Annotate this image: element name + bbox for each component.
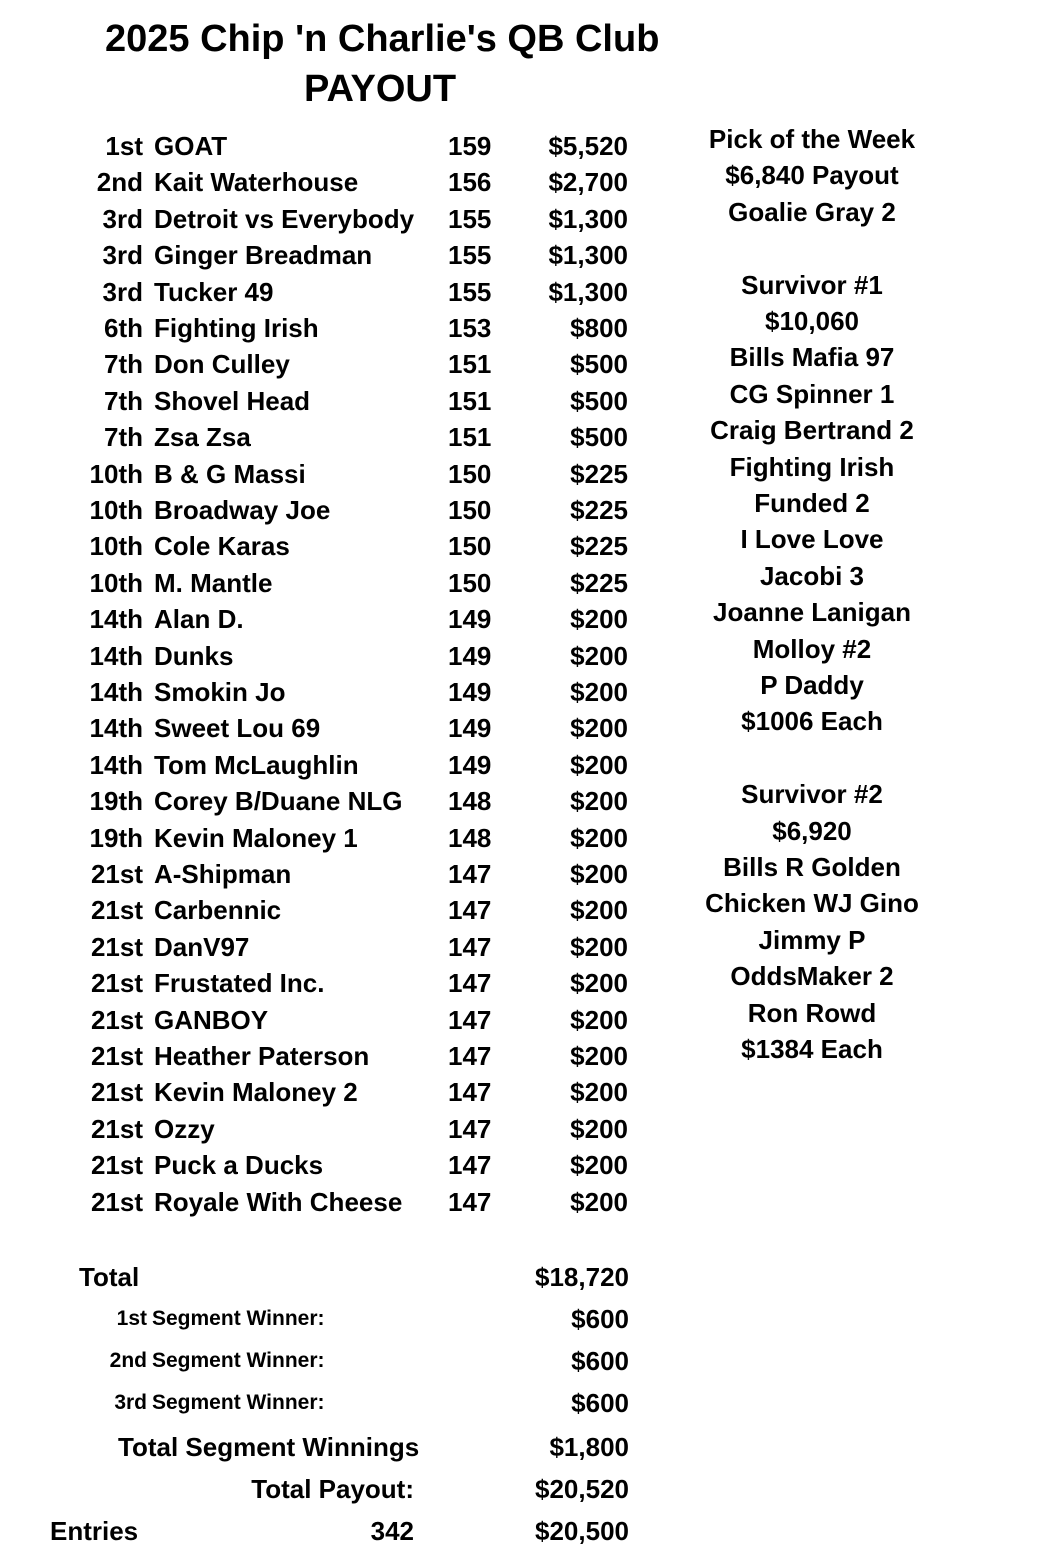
- score-cell: 151: [448, 349, 492, 380]
- side-pool-line: Survivor #1: [741, 269, 883, 300]
- side-pool-line: Funded 2: [754, 488, 870, 518]
- rank-cell: 1st: [105, 131, 143, 161]
- payout-cell: $225: [570, 567, 628, 598]
- team-name-cell: Zsa Zsa: [154, 422, 251, 453]
- side-pool-line: Ron Rowd: [747, 997, 877, 1028]
- side-pool-line: OddsMaker 2: [730, 961, 894, 992]
- side-pool-line: Goalie Gray 2: [728, 196, 896, 227]
- team-name-cell: Tom McLaughlin: [154, 749, 359, 780]
- score-cell: 153: [448, 313, 492, 343]
- score-cell: 155: [448, 203, 492, 234]
- side-pool-line: CG Spinner 1: [729, 378, 895, 409]
- payout-cell: $200: [570, 895, 628, 926]
- score-cell: 147: [448, 1186, 492, 1217]
- score-cell: 149: [448, 713, 492, 744]
- score-cell: 150: [448, 458, 492, 489]
- score-cell: 147: [448, 931, 492, 962]
- score-cell: 150: [448, 567, 492, 598]
- payout-cell: $200: [570, 713, 628, 744]
- entries-label: Entries: [50, 1516, 139, 1546]
- team-name-cell: Don Culley: [154, 349, 290, 380]
- score-cell: 149: [448, 677, 492, 707]
- standings-row: [0, 309, 700, 345]
- standings-row: [0, 782, 700, 818]
- payout-cell: $200: [570, 1113, 628, 1144]
- standings-row: [0, 1037, 700, 1073]
- segment-3-value: $600: [571, 1388, 629, 1418]
- segment-total-label: Total Segment Winnings: [118, 1432, 420, 1462]
- rank-cell: 21st: [90, 895, 143, 926]
- payout-cell: $225: [570, 458, 628, 489]
- side-pool-line: P Daddy: [760, 670, 864, 700]
- entries-count: 342: [370, 1516, 414, 1546]
- score-cell: 148: [448, 822, 492, 853]
- side-pool-line: $6,840 Payout: [725, 160, 899, 191]
- payout-cell: $500: [570, 422, 628, 453]
- segment-total-value: $1,800: [549, 1432, 629, 1462]
- rank-cell: 21st: [90, 1186, 143, 1217]
- standings-row: [0, 491, 700, 527]
- rank-cell: 7th: [104, 422, 143, 453]
- rank-cell: 14th: [89, 604, 143, 635]
- score-cell: 147: [448, 895, 492, 926]
- standings-row: [0, 345, 700, 381]
- score-cell: 156: [448, 167, 492, 198]
- rank-cell: 19th: [89, 786, 143, 817]
- side-pool-line: $10,060: [765, 306, 859, 336]
- rank-cell: 14th: [89, 640, 143, 671]
- rank-cell: 19th: [89, 822, 143, 853]
- rank-cell: 3rd: [102, 203, 143, 234]
- team-name-cell: GOAT: [154, 131, 228, 161]
- rank-cell: 21st: [90, 1077, 143, 1108]
- payout-cell: $1,300: [548, 240, 628, 271]
- payout-cell: $200: [570, 749, 628, 780]
- side-pool-line: Chicken WJ Gino: [705, 888, 919, 919]
- team-name-cell: Broadway Joe: [154, 495, 331, 525]
- team-name-cell: GANBOY: [154, 1004, 269, 1035]
- side-pool-line: Bills R Golden: [723, 852, 901, 882]
- team-name-cell: Alan D.: [154, 604, 244, 635]
- team-name-cell: Royale With Cheese: [154, 1186, 403, 1217]
- side-pool-line: Molloy #2: [752, 633, 872, 664]
- segment-3-rank: 3rd: [114, 1391, 147, 1414]
- team-name-cell: M. Mantle: [154, 567, 273, 598]
- team-name-cell: Smokin Jo: [154, 677, 286, 707]
- payout-cell: $800: [570, 313, 628, 343]
- standings-row: [0, 382, 700, 418]
- side-pool-line: I Love Love: [740, 524, 884, 555]
- payout-cell: $200: [570, 859, 628, 889]
- standings-row: [0, 564, 700, 600]
- standings-row: [0, 163, 700, 199]
- side-pool-line: Survivor #2: [741, 779, 883, 810]
- team-name-cell: Fighting Irish: [154, 313, 319, 343]
- team-name-cell: Ozzy: [154, 1113, 215, 1144]
- payout-cell: $500: [570, 349, 628, 380]
- rank-cell: 14th: [89, 677, 143, 707]
- standings-row: [0, 127, 700, 163]
- side-pool-line: Jimmy P: [758, 924, 866, 955]
- payout-cell: $200: [570, 640, 628, 671]
- standings-row: [0, 600, 700, 636]
- rank-cell: 7th: [104, 385, 143, 416]
- payout-cell: $225: [570, 531, 628, 562]
- standings-row: [0, 855, 700, 891]
- payout-cell: $200: [570, 931, 628, 962]
- segment-1-label: Segment Winner:: [152, 1307, 325, 1330]
- standings-row: [0, 200, 700, 236]
- rank-cell: 21st: [90, 1113, 143, 1144]
- rank-cell: 21st: [90, 1004, 143, 1035]
- team-name-cell: Puck a Ducks: [154, 1150, 324, 1181]
- standings-row: [0, 637, 700, 673]
- rank-cell: 10th: [89, 567, 143, 598]
- total-value: $18,720: [535, 1262, 629, 1292]
- side-pool-line: Bills Mafia 97: [729, 342, 895, 373]
- score-cell: 150: [448, 495, 492, 525]
- standings-row: [0, 928, 700, 964]
- team-name-cell: B & G Massi: [154, 458, 306, 489]
- score-cell: 159: [448, 131, 492, 161]
- score-cell: 147: [448, 1004, 492, 1035]
- team-name-cell: Detroit vs Everybody: [154, 203, 415, 234]
- side-pool-line: $1384 Each: [741, 1034, 883, 1064]
- score-cell: 151: [448, 385, 492, 416]
- team-name-cell: Sweet Lou 69: [154, 713, 321, 744]
- rank-cell: 3rd: [102, 276, 143, 307]
- score-cell: 147: [448, 1041, 492, 1071]
- standings-row: [0, 964, 700, 1000]
- team-name-cell: Shovel Head: [154, 385, 311, 416]
- score-cell: 155: [448, 240, 492, 271]
- total-payout-label: Total Payout:: [251, 1474, 414, 1504]
- team-name-cell: Carbennic: [154, 895, 282, 926]
- entries-value: $20,500: [535, 1516, 629, 1546]
- team-name-cell: Corey B/Duane NLG: [154, 786, 403, 817]
- standings-row: [0, 746, 700, 782]
- rank-cell: 21st: [90, 931, 143, 962]
- segment-2-label: Segment Winner:: [152, 1349, 325, 1372]
- team-name-cell: Dunks: [154, 640, 234, 671]
- standings-row: [0, 273, 700, 309]
- rank-cell: 21st: [90, 1041, 143, 1071]
- rank-cell: 10th: [89, 458, 143, 489]
- side-pool-line: Craig Bertrand 2: [710, 415, 914, 446]
- rank-cell: 14th: [89, 749, 143, 780]
- standings-row: [0, 527, 700, 563]
- score-cell: 147: [448, 968, 492, 999]
- payout-cell: $1,300: [548, 276, 628, 307]
- payout-cell: $200: [570, 1150, 628, 1181]
- standings-row: [0, 673, 700, 709]
- score-cell: 149: [448, 640, 492, 671]
- standings-row: [0, 1110, 700, 1146]
- team-name-cell: DanV97: [154, 931, 250, 962]
- score-cell: 147: [448, 1077, 492, 1108]
- team-name-cell: Cole Karas: [154, 531, 290, 562]
- rank-cell: 2nd: [96, 167, 143, 198]
- rank-cell: 21st: [90, 968, 143, 999]
- rank-cell: 7th: [104, 349, 143, 380]
- segment-2-value: $600: [571, 1346, 629, 1376]
- total-label: Total: [79, 1262, 140, 1292]
- payout-cell: $5,520: [548, 131, 628, 161]
- team-name-cell: Kevin Maloney 2: [154, 1077, 358, 1108]
- payout-cell: $200: [570, 786, 628, 817]
- standings-row: [0, 1001, 700, 1037]
- payout-cell: $200: [570, 1041, 628, 1071]
- standings-row: [0, 891, 700, 927]
- payout-cell: $200: [570, 1004, 628, 1035]
- payout-cell: $225: [570, 495, 628, 525]
- team-name-cell: Frustated Inc.: [154, 968, 325, 999]
- side-pool-line: $6,920: [772, 815, 852, 846]
- rank-cell: 21st: [90, 1150, 143, 1181]
- team-name-cell: Kait Waterhouse: [154, 167, 359, 198]
- payout-cell: $1,300: [548, 203, 628, 234]
- standings-row: [0, 709, 700, 745]
- standings-row: [0, 819, 700, 855]
- payout-cell: $200: [570, 1186, 628, 1217]
- payout-cell: $200: [570, 604, 628, 635]
- score-cell: 151: [448, 422, 492, 453]
- rank-cell: 14th: [89, 713, 143, 744]
- page-title: 2025 Chip 'n Charlie's QB Club: [105, 18, 660, 60]
- side-pool-line: Fighting Irish: [729, 451, 895, 482]
- payout-cell: $200: [570, 822, 628, 853]
- standings-row: [0, 236, 700, 272]
- score-cell: 150: [448, 531, 492, 562]
- team-name-cell: Tucker 49: [154, 276, 274, 307]
- rank-cell: 6th: [104, 313, 143, 343]
- standings-row: [0, 418, 700, 454]
- standings-row: [0, 1146, 700, 1182]
- rank-cell: 10th: [89, 531, 143, 562]
- score-cell: 155: [448, 276, 492, 307]
- payout-cell: $200: [570, 677, 628, 707]
- score-cell: 149: [448, 749, 492, 780]
- payout-cell: $200: [570, 968, 628, 999]
- side-pool-line: $1006 Each: [741, 706, 883, 737]
- standings-row: [0, 1073, 700, 1109]
- side-pool-line: Pick of the Week: [708, 124, 916, 154]
- standings-row: [0, 1183, 700, 1219]
- payout-cell: $200: [570, 1077, 628, 1108]
- score-cell: 147: [448, 1113, 492, 1144]
- payout-cell: $2,700: [548, 167, 628, 198]
- score-cell: 147: [448, 1150, 492, 1181]
- side-pool-line: Jacobi 3: [759, 560, 865, 591]
- standings-row: [0, 455, 700, 491]
- team-name-cell: Heather Paterson: [154, 1041, 370, 1071]
- score-cell: 147: [448, 859, 492, 889]
- score-cell: 148: [448, 786, 492, 817]
- total-payout-value: $20,520: [535, 1474, 629, 1504]
- team-name-cell: Kevin Maloney 1: [154, 822, 358, 853]
- page-subtitle: PAYOUT: [304, 68, 457, 110]
- segment-1-rank: 1st: [116, 1307, 147, 1330]
- payout-cell: $500: [570, 385, 628, 416]
- team-name-cell: Ginger Breadman: [154, 240, 373, 271]
- segment-3-label: Segment Winner:: [152, 1391, 325, 1414]
- rank-cell: 3rd: [102, 240, 143, 271]
- segment-1-value: $600: [571, 1304, 629, 1334]
- team-name-cell: A-Shipman: [154, 859, 292, 889]
- side-pool-line: Joanne Lanigan: [713, 597, 911, 628]
- rank-cell: 21st: [90, 859, 143, 889]
- segment-2-rank: 2nd: [109, 1349, 147, 1372]
- score-cell: 149: [448, 604, 492, 635]
- rank-cell: 10th: [89, 495, 143, 525]
